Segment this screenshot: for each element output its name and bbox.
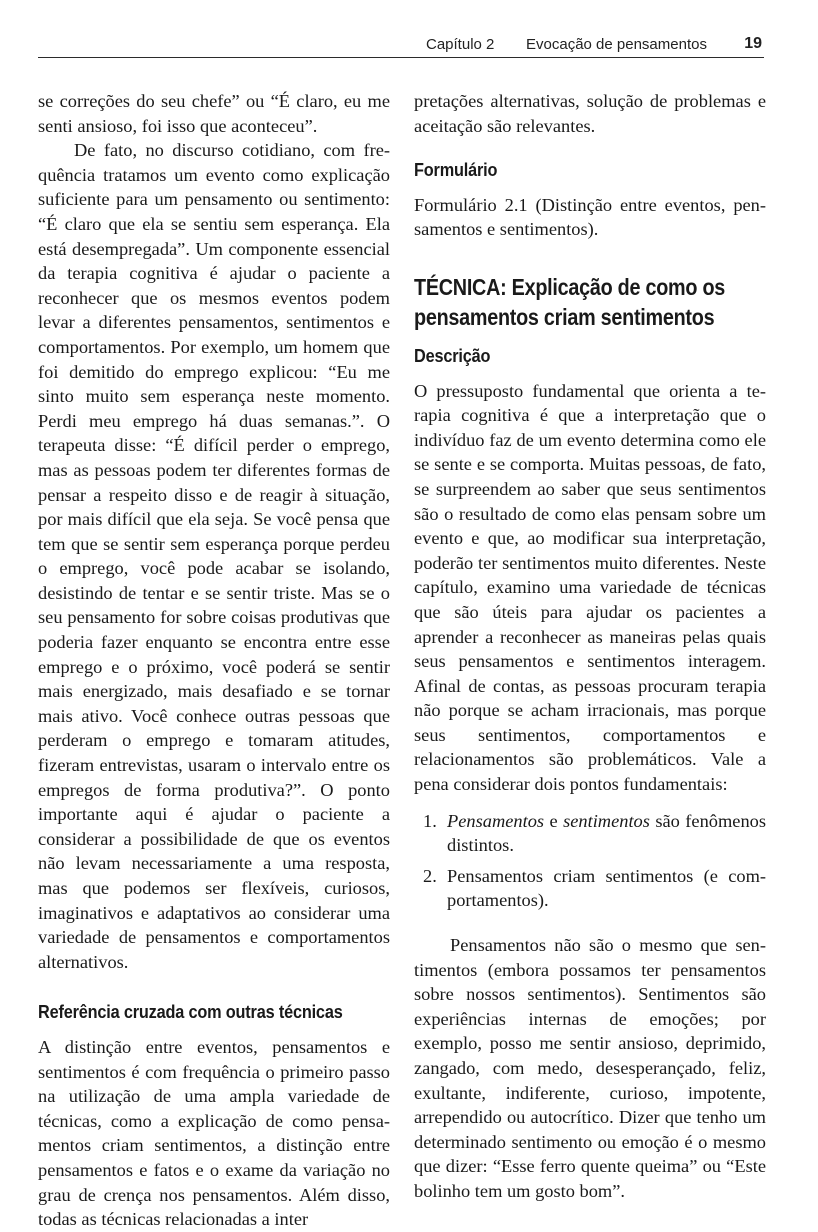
paragraph-thoughts-vs-feelings: Pensamentos não são o mesmo que sentimentos (embora possamos ter pensamentos sobre nossos sentimentos). Sentimentos são experiências internas de emoções; por exemplo, posso me sentir ansioso, deprimido, zangado, com medo, desesperançado, feliz, exultante, indiferente, curioso, impotente, arrependido ou autocrítico. Dizer que tenho um determinado sentimento ou emoção é o mesmo que dizer: “Esse ferro quente queima” ou “Este bolinho tem um gosto bom”. — [414, 935, 766, 1201]
page-number: 19 — [744, 35, 762, 52]
list-item — [423, 809, 766, 858]
italic-term: Pensamentos — [447, 810, 545, 831]
paragraph-cross-reference: A distinção entre eventos, pensamentos e sentimentos é com frequência o primeiro passo na utilização de uma ampla variedade de técnicas, como a explicação de como pensamentos criam sentimentos, a distinção entre pensamentos e fatos e o exame da variação no grau de crença nos pensamentos. Além disso, todas as técnicas relacionadas a inter — [38, 1036, 390, 1230]
chapter-label: Capítulo 2 — [426, 36, 495, 53]
chapter-title: Evocação de pensamentos — [526, 36, 707, 53]
heading-cross-reference: Referência cruzada com outras técnicas — [38, 1001, 343, 1023]
spacer — [38, 1025, 390, 1035]
fundamental-points-list — [414, 809, 766, 913]
list-number: 2. — [423, 865, 437, 886]
spacer — [414, 138, 766, 158]
heading-description: Descrição — [414, 344, 491, 366]
right-column — [414, 89, 766, 1204]
spacer — [414, 797, 766, 809]
list-item-text: são fenômenos distintos. — [447, 810, 766, 856]
paragraph-form-reference: Formulário 2.1 (Distinção entre eventos, pensamentos e sentimentos). — [414, 194, 766, 240]
paragraph-description: O pressuposto fundamental que orienta a terapia cognitiva é que a interpretação que o indivíduo faz de um evento determina como ele se sente e se comporta. Muitas pessoas, de fato, se surpreendem ao saber que seus sentimentos são o resultado de como elas pensam sobre um evento e que, ao modificar sua interpretação, poderão ter sentimentos muito diferentes. Neste capítulo, examino uma variedade de técnicas que são úteis para ajudar os pacientes a aprender a reconhecer as maneiras pelas quais seus pensamentos e sentimentos interagem. Afinal de contas, as pessoas procuram terapia não porque se acham irracionais, mas porque seus sentimentos, comportamentos e relacionamentos são problemáticos. Vale a pena considerar dois pontos fundamentais: — [414, 380, 766, 795]
running-header — [38, 33, 764, 58]
spacer — [414, 183, 766, 193]
italic-term: sentimentos — [563, 810, 650, 831]
technique-title: TÉCNICA: Explicação de como os pensamentos criam sentimentos — [414, 273, 726, 330]
list-number: 1. — [423, 810, 437, 831]
list-item-text: Pensamentos criam sentimentos (e comportamentos). — [447, 865, 766, 911]
heading-form: Formulário — [414, 159, 498, 181]
paragraph-everyday-discourse: De fato, no discurso cotidiano, com frequência tratamos um evento como explicação suficiente para um pensamento ou sentimento: “É claro que ela se sentiu sem esperança. Ela está desempregada”. Um componente essencial da terapia cognitiva é ajudar o paciente a reconhecer que os mesmos eventos podem levar a diferentes pensamentos, sentimentos e comportamentos. Por exemplo, um homem que foi demitido do emprego explicou: “Eu me sinto muito sem esperança neste momento. Perdi meu emprego há duas semanas.”. O terapeuta disse: “É difícil perder o emprego, mas as pessoas podem ter diferentes formas de pensar a respeito disso e de reagir à situação, por mais difícil que ela seja. Se você pensa que tem que se sentir sem esperança porque perdeu o emprego, você pode acabar se isolando, desistindo de tentar e se sentir triste. Mas se o seu pensamento for sobre coisas produtivas que poderia fazer enquanto se encontra entre esse emprego e o próximo, você poderá se sentir mais energizado, mais desafiado e se tornar mais ativo. Você conhece outras pessoas que perderam o emprego e tomaram atitudes, fizeram entrevistas, usaram o intervalo entre os empregos de forma produtiva?”. O ponto importante aqui é ajudar o paciente a considerar a possibilidade de que os eventos não levam necessariamente a uma resposta, mas que podemos ser flexíveis, curiosos, imaginativos e adaptativos ao considerar uma variedade de pensamentos e comportamentos alternativos. — [38, 140, 390, 972]
spacer — [414, 369, 766, 379]
left-column — [38, 89, 390, 1232]
spacer — [414, 332, 766, 344]
list-item — [423, 864, 766, 913]
spacer — [414, 242, 766, 272]
paragraph-continued-right: pretações alternativas, solução de problemas e aceitação são relevantes. — [414, 91, 766, 136]
paragraph-continued: se correções do seu chefe” ou “É claro, eu me senti ansioso, foi isso que aconteceu”. — [38, 91, 390, 136]
connector-text: e — [544, 810, 564, 831]
spacer — [38, 974, 390, 1000]
spacer — [414, 919, 766, 933]
